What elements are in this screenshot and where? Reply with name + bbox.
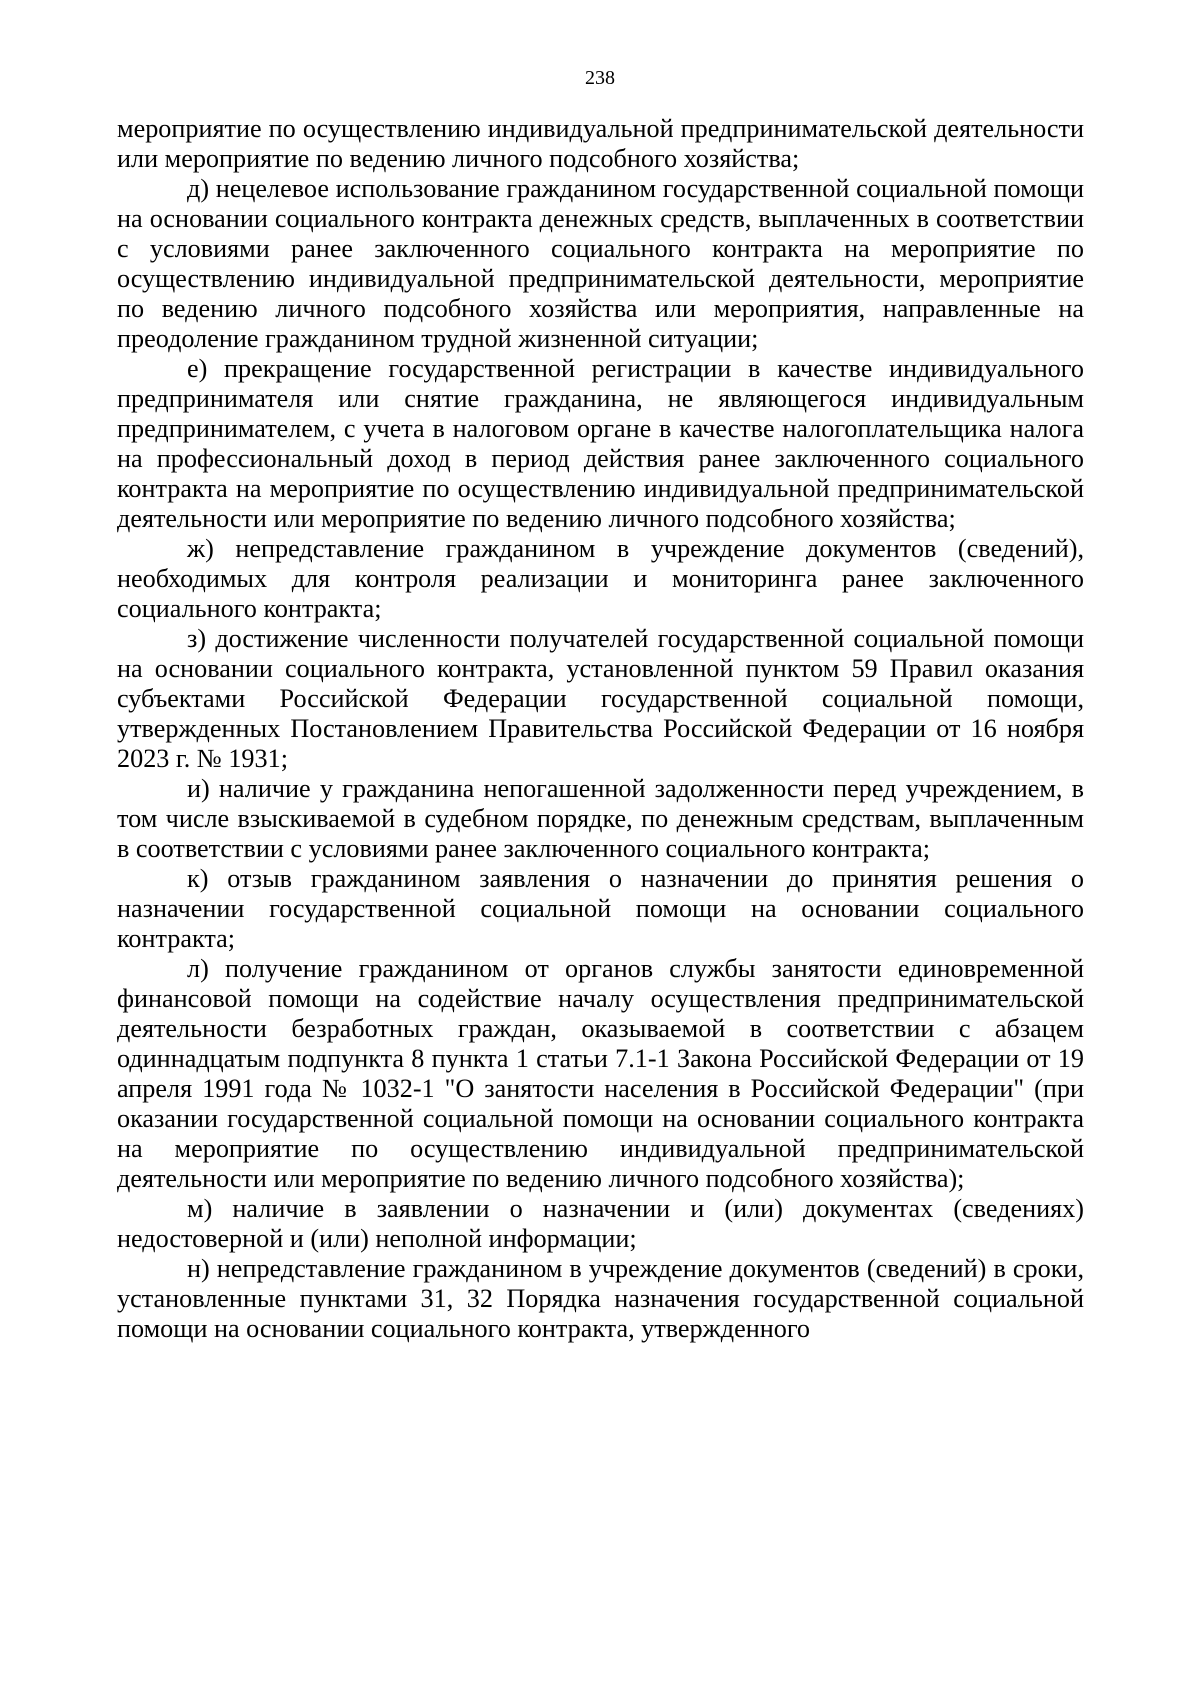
- paragraph-item-z: з) достижение численности получателей государственной социальной помощи на основании социального контракта, установленной пунктом 59 Правил оказания субъектами Российской Федерации государственной социальной помощи, утвержденных Постановлением Правительства Российской Федерации от 16 ноября 2023 г. № 1931;: [117, 624, 1084, 773]
- paragraph-item-k: к) отзыв гражданином заявления о назначении до принятия решения о назначении государственной социальной помощи на основании социального контракта;: [117, 864, 1084, 953]
- paragraph-item-i: и) наличие у гражданина непогашенной задолженности перед учреждением, в том числе взыскиваемой в судебном порядке, по денежным средствам, выплаченным в соответствии с условиями ранее заключенного социального контракта;: [117, 774, 1084, 863]
- paragraph-item-m: м) наличие в заявлении о назначении и (или) документах (сведениях) недостоверной и (или) неполной информации;: [117, 1194, 1084, 1253]
- paragraph-item-zh: ж) непредставление гражданином в учреждение документов (сведений), необходимых для контроля реализации и мониторинга ранее заключенного социального контракта;: [117, 534, 1084, 623]
- document-body: [117, 114, 1084, 1344]
- paragraph-item-e: е) прекращение государственной регистрации в качестве индивидуального предпринимателя или снятие гражданина, не являющегося индивидуальным предпринимателем, с учета в налоговом органе в качестве налогоплательщика налога на профессиональный доход в период действия ранее заключенного социального контракта на мероприятие по осуществлению индивидуальной предпринимательской деятельности или мероприятие по ведению личного подсобного хозяйства;: [117, 354, 1084, 533]
- page-number: 238: [585, 67, 615, 89]
- paragraph-continuation: мероприятие по осуществлению индивидуальной предпринимательской деятельности или мероприятие по ведению личного подсобного хозяйства;: [117, 114, 1084, 173]
- paragraph-item-d: д) нецелевое использование гражданином государственной социальной помощи на основании социального контракта денежных средств, выплаченных в соответствии с условиями ранее заключенного социального контракта на мероприятие по осуществлению индивидуальной предпринимательской деятельности, мероприятие по ведению личного подсобного хозяйства или мероприятия, направленные на преодоление гражданином трудной жизненной ситуации;: [117, 174, 1084, 353]
- paragraph-item-n: н) непредставление гражданином в учреждение документов (сведений) в сроки, установленные пунктами 31, 32 Порядка назначения государственной социальной помощи на основании социального контракта, утвержденного: [117, 1254, 1084, 1343]
- paragraph-item-l: л) получение гражданином от органов службы занятости единовременной финансовой помощи на содействие началу осуществления предпринимательской деятельности безработных граждан, оказываемой в соответствии с абзацем одиннадцатым подпункта 8 пункта 1 статьи 7.1-1 Закона Российской Федерации от 19 апреля 1991 года № 1032-1 "О занятости населения в Российской Федерации" (при оказании государственной социальной помощи на основании социального контракта на мероприятие по осуществлению индивидуальной предпринимательской деятельности или мероприятие по ведению личного подсобного хозяйства);: [117, 954, 1084, 1193]
